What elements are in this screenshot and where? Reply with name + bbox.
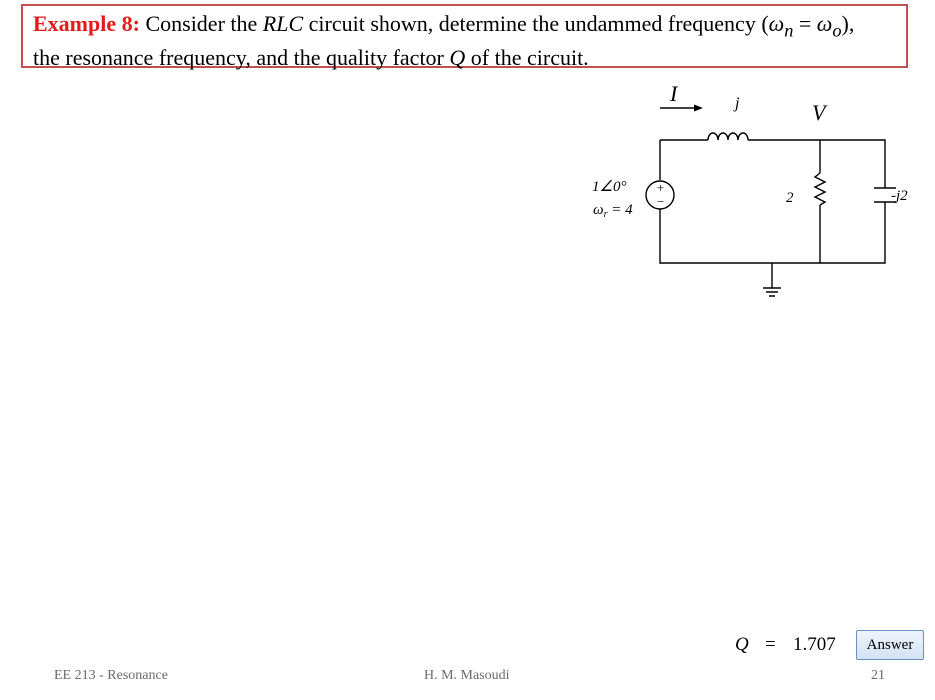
problem-text: the resonance frequency, and the quality factor [33, 45, 450, 71]
equals-text: = [793, 11, 817, 36]
problem-text: of the circuit. [465, 45, 589, 71]
example-label: Example 8: [33, 11, 140, 36]
page-number: 21 [871, 668, 885, 683]
problem-text: Consider the [139, 11, 263, 36]
q-value: 1.707 [793, 634, 836, 655]
omega-subscript: o [832, 20, 842, 41]
voltage-label: V [812, 100, 826, 125]
source-frequency: $\omega_r = 4$ [593, 202, 633, 220]
capacitor-label: -j2 [891, 188, 908, 204]
inductor-label: j [735, 95, 740, 112]
current-label: I [670, 81, 678, 106]
omega-subscript: n [784, 20, 794, 41]
problem-text: ), [841, 11, 855, 36]
ground-symbol [763, 288, 781, 296]
resistor-zigzag [815, 173, 825, 205]
source-plus: + [656, 180, 665, 195]
q-symbol: Q [449, 45, 466, 71]
omega-symbol: ω [816, 11, 833, 36]
problem-statement [21, 4, 908, 71]
answer-button[interactable]: Answer [856, 630, 924, 660]
problem-line-1 [33, 10, 896, 44]
rlc-text: RLC [262, 11, 304, 36]
q-symbol: Q [735, 634, 749, 655]
rlc-circuit-diagram [560, 75, 920, 315]
wire-bottom-left [660, 202, 885, 263]
problem-text: circuit shown, determine the undammed frequency ( [303, 11, 769, 36]
footer-author: H. M. Masoudi [424, 668, 510, 683]
equals-sign: = [765, 634, 776, 655]
source-phasor: 1∠0° [592, 179, 627, 195]
inductor-coil [708, 133, 748, 140]
wire-top-right [748, 140, 885, 188]
source-minus: − [656, 194, 665, 209]
footer-course: EE 213 - Resonance [54, 668, 168, 683]
problem-line-2 [33, 44, 896, 71]
current-arrow-head [694, 105, 703, 112]
omega-symbol: ω [768, 11, 785, 36]
resistor-label: 2 [786, 190, 794, 206]
